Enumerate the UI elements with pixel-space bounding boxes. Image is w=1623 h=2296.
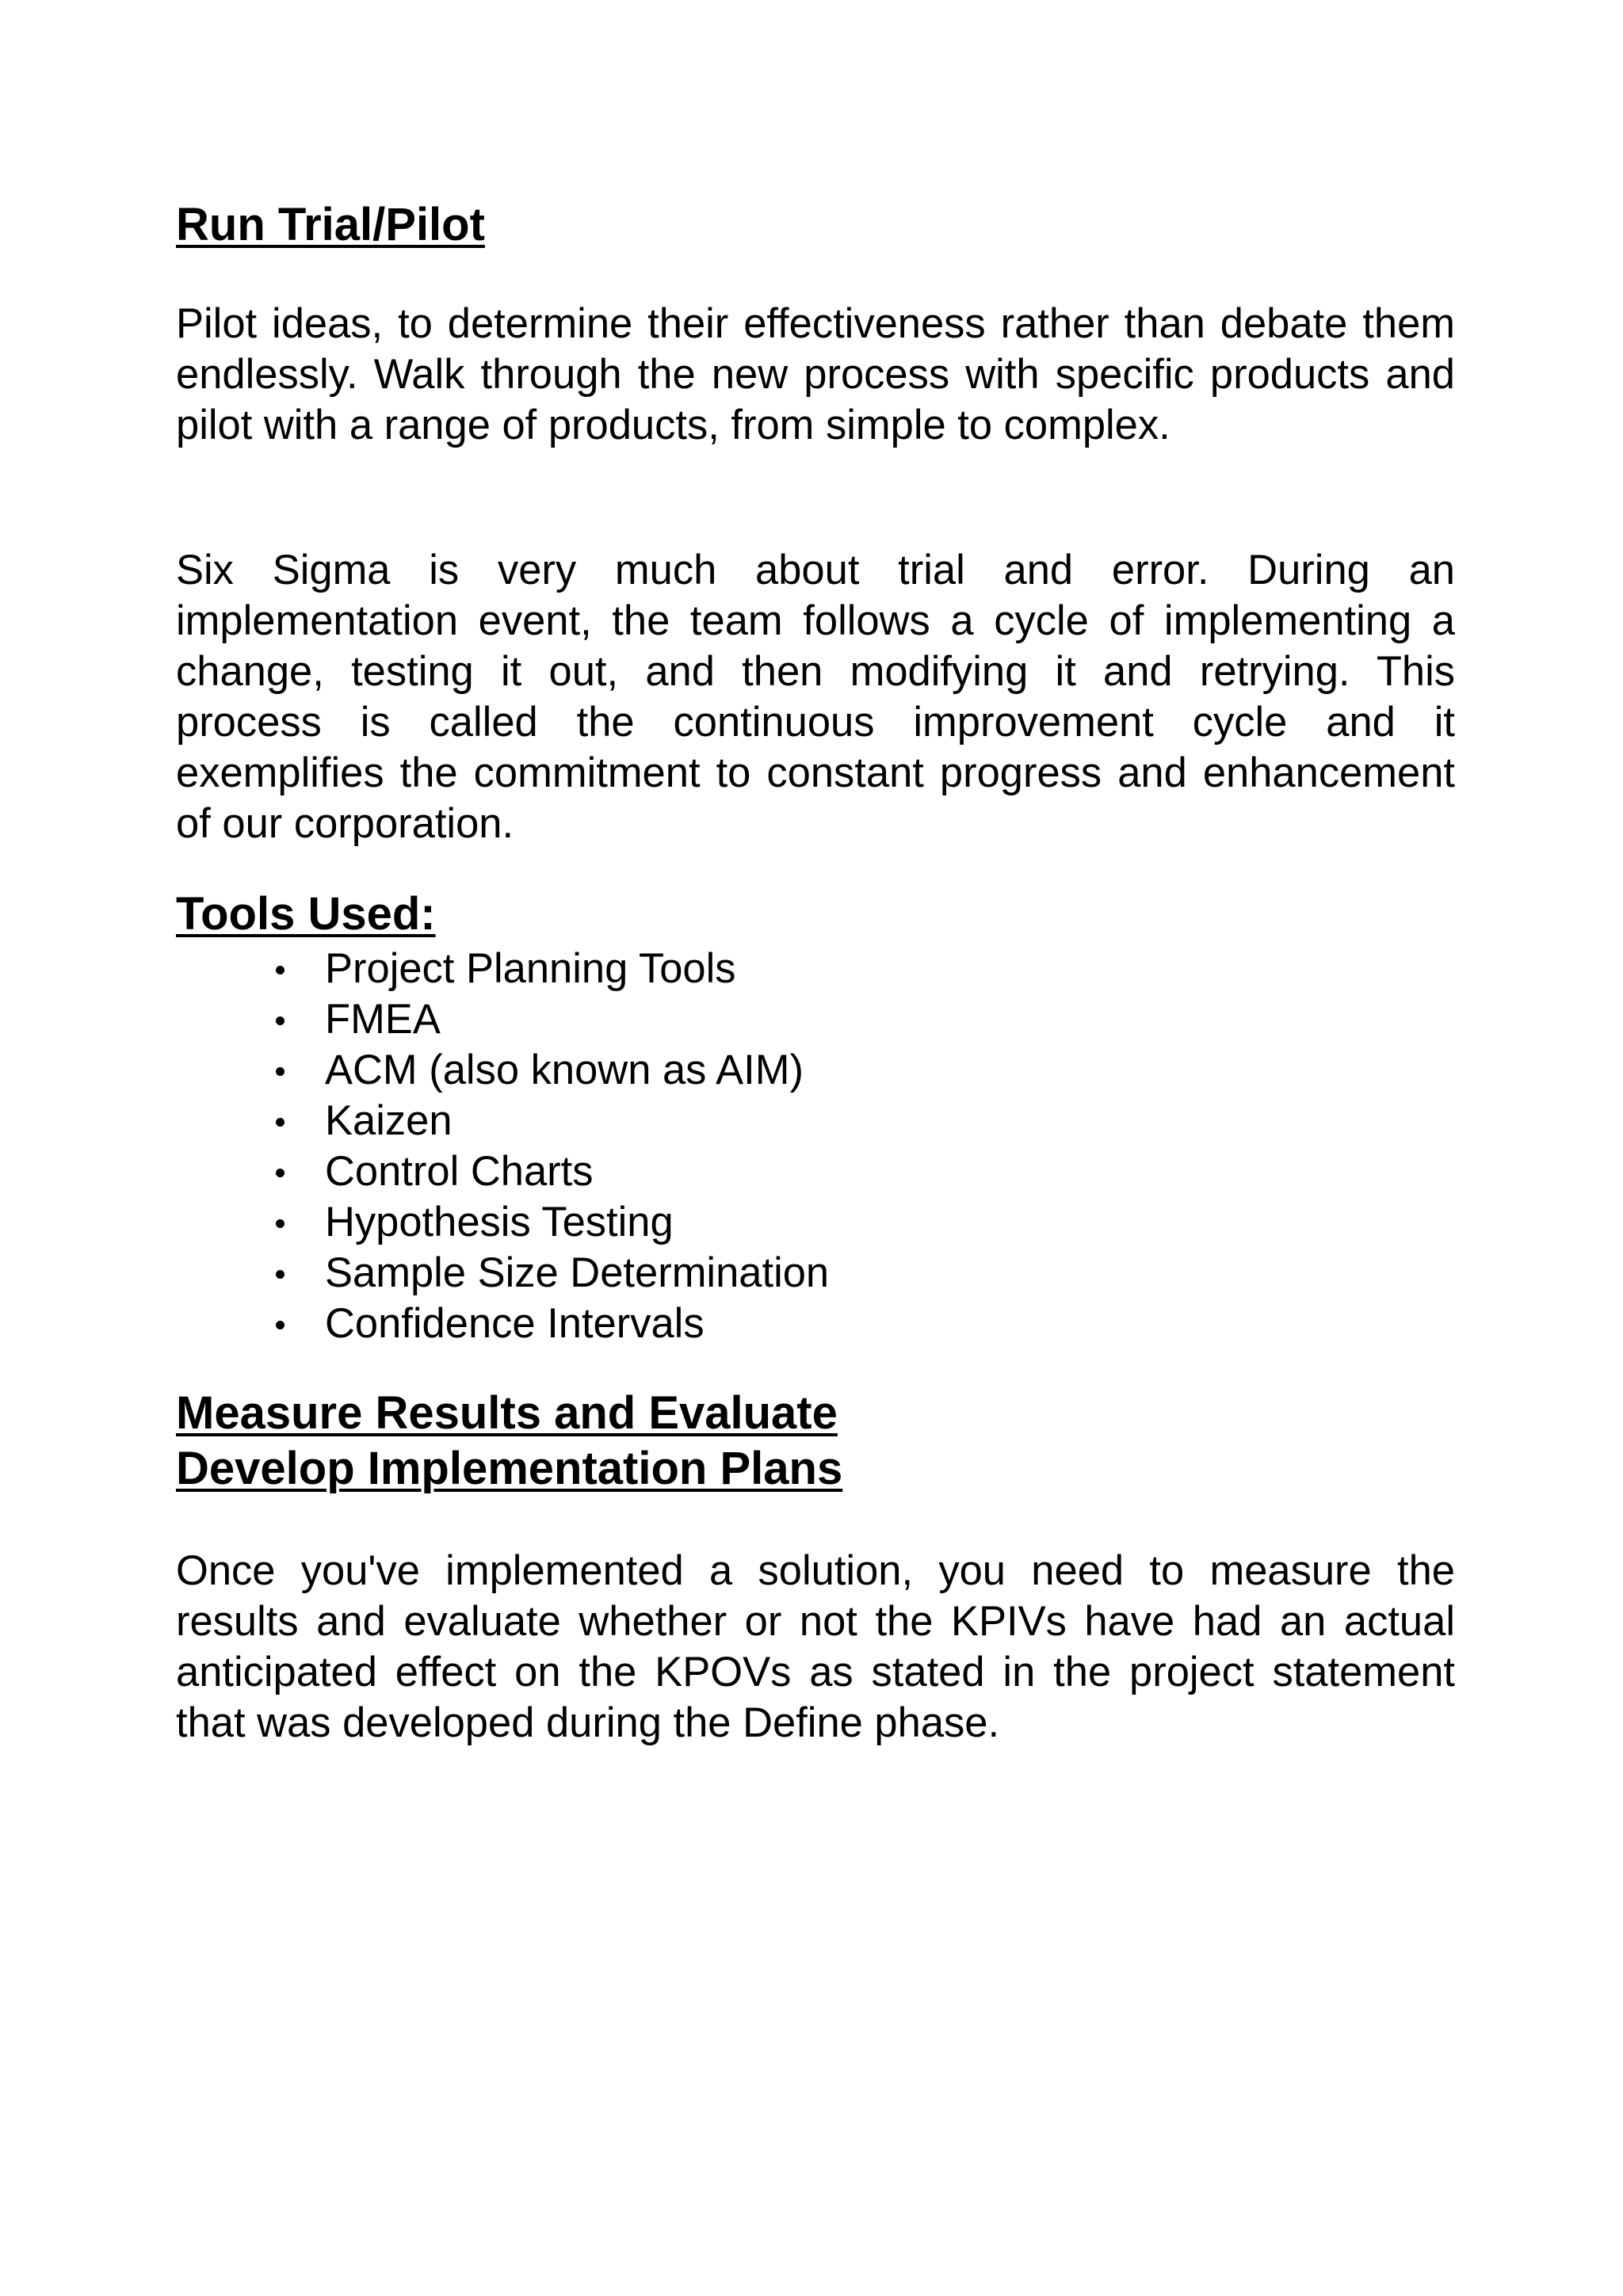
bullet-icon [276, 1118, 285, 1127]
list-item-label: Hypothesis Testing [325, 1199, 674, 1245]
list-item-label: Confidence Intervals [325, 1300, 705, 1347]
list-item-label: FMEA [325, 996, 441, 1043]
paragraph-six-sigma: Six Sigma is very much about trial and error. During an implementation event, the team follows a cycle of implementing a change, testing it out, and then modifying it and retrying. This process is called the continuous improvement cycle and it exemplifies the commitment to constant progress and enhancement of our corporation. [176, 547, 1455, 847]
bullet-icon [276, 1016, 285, 1025]
heading-line-measure: Measure Results and Evaluate [176, 1387, 838, 1439]
section-heading-run-trial: Run Trial/Pilot [176, 199, 485, 250]
list-item-label: ACM (also known as AIM) [325, 1047, 804, 1093]
list-item-label: Kaizen [325, 1097, 453, 1144]
bullet-icon [276, 1067, 285, 1076]
list-item-label: Sample Size Determination [325, 1249, 830, 1296]
paragraph-pilot-ideas: Pilot ideas, to determine their effectiveness rather than debate them endlessly. Walk through the new process with specific products and pilot with a range of products, from simple to complex. [176, 300, 1455, 448]
list-item [176, 1096, 829, 1146]
list-item [176, 1299, 829, 1349]
bullet-icon [276, 966, 285, 974]
list-item [176, 1197, 829, 1248]
section-heading-tools-used: Tools Used: [176, 888, 436, 940]
paragraph-measure-results: Once you've implemented a solution, you need to measure the results and evaluate whether or not the KPIVs have had an actual anticipated effect on the KPOVs as stated in the project statement that was developed during the Define phase. [176, 1547, 1455, 1746]
bullet-icon [276, 1219, 285, 1228]
tools-list [176, 944, 829, 1349]
list-item-label: Project Planning Tools [325, 945, 736, 992]
bullet-icon [276, 1270, 285, 1279]
list-item [176, 1248, 829, 1299]
heading-line-develop: Develop Implementation Plans [176, 1443, 843, 1494]
list-item [176, 944, 829, 994]
bullet-icon [276, 1169, 285, 1177]
bullet-icon [276, 1321, 285, 1329]
list-item-label: Control Charts [325, 1148, 594, 1195]
list-item [176, 994, 829, 1045]
list-item [176, 1146, 829, 1197]
list-item [176, 1045, 829, 1096]
section-heading-measure-results [176, 1386, 842, 1497]
